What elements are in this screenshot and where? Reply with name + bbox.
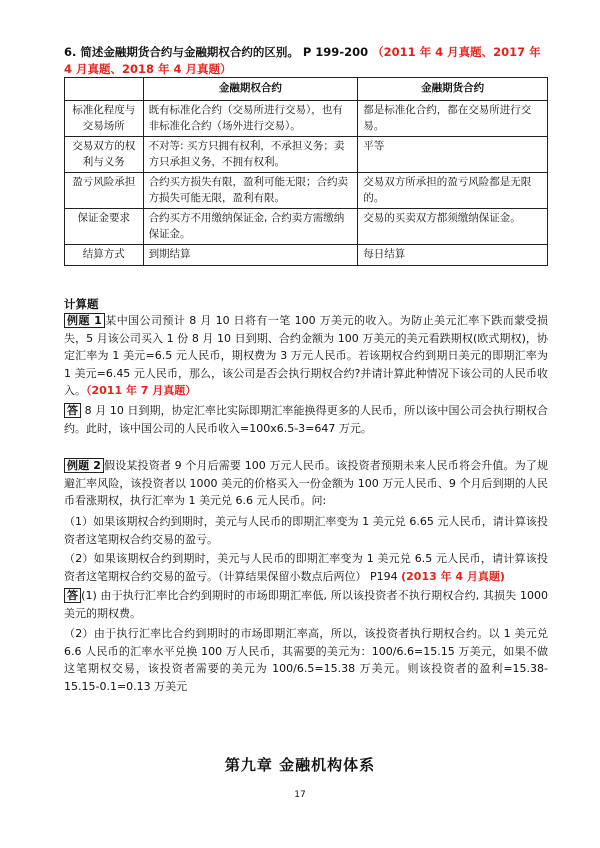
exam-year-tag: （2011 年 4 月真题、2017 年 4 月真题、2018 年 4 月真题） — [64, 45, 541, 76]
question-6-title — [64, 44, 548, 78]
table-cell-futures: 都是标准化合约，都在交易所进行交易。 — [358, 101, 548, 137]
table-row — [65, 209, 548, 245]
example-1-text: 某中国公司预计 8 月 10 日将有一笔 100 万美元的收入。为防止美元汇率下跌而蒙受损失，5 月该公司买入 1 份 8 月 10 日到期、合约金额为 100 万美元的美元看跌期权(欧式期权)，协定汇率为 1 美元=6.5 元人民币，期权费为 3 万元人民币。若该期权合约到期日美元的即期汇率为 1 美元=6.45 元人民币，那么，该公司是否会执行期权合约?并请计算此种情况下该公司的人民币收入。 — [64, 314, 549, 397]
table-cell-aspect: 标准化程度与交易场所 — [65, 101, 144, 137]
example-1-tag: （2011 年 7 月真题） — [86, 384, 197, 397]
table-cell-options: 不对等: 买方只拥有权利，不承担义务；卖方只承担义务，不拥有权利。 — [143, 137, 358, 173]
table-cell-aspect: 结算方式 — [65, 245, 144, 266]
table-cell-futures: 平等 — [358, 137, 548, 173]
table-cell-futures: 交易双方所承担的盈亏风险都是无限的。 — [358, 173, 548, 209]
answer-label: 答 — [64, 403, 81, 418]
example-1-label: 例题 1 — [64, 313, 105, 328]
example-2-label: 例题 2 — [64, 458, 104, 473]
comparison-table — [64, 77, 548, 266]
table-cell-options: 既有标准化合约（交易所进行交易），也有非标准化合约（场外进行交易）。 — [143, 101, 358, 137]
table-cell-options: 合约买方不用缴纳保证金, 合约卖方需缴纳保证金。 — [143, 209, 358, 245]
table-row — [65, 101, 548, 137]
example-1-answer-text: 8 月 10 日到期，协定汇率比实际即期汇率能换得更多的人民币，所以该中国公司会执行期权合约。此时，该中国公司的人民币收入=100x6.5-3=647 万元。 — [64, 404, 549, 435]
table-header-empty — [65, 78, 144, 101]
table-row — [65, 245, 548, 266]
chapter-title: 第九章 金融机构体系 — [224, 756, 376, 774]
table-cell-futures: 交易的买卖双方都须缴纳保证金。 — [358, 209, 548, 245]
example-2 — [64, 457, 548, 510]
answer-label: 答 — [64, 588, 81, 603]
table-cell-options: 合约买方损失有限，盈利可能无限；合约卖方损失可能无限，盈利有限。 — [143, 173, 358, 209]
example-2-answer-2: （2）由于执行汇率比合约到期时的市场即期汇率高，所以，该投资者执行期权合约。以 1 美元兑 6.6 人民币的汇率水平兑换 100 万人民币，其需要的美元为：100/6.6=15.15 万美元，如果不做这笔期权交易，该投资者需要的美元为 100/6.5=15.38 万美元。则该投资者的盈利=15.38-15.15-0.1=0.13 万美元 — [64, 627, 548, 693]
example-1 — [64, 312, 548, 400]
table-row — [65, 137, 548, 173]
table-cell-aspect: 盈亏风险承担 — [65, 173, 144, 209]
example-2-answer-1-text: (1) 由于执行汇率比合约到期时的市场即期汇率低, 所以该投资者不执行期权合约, 其损失 1000 美元的期权费。 — [64, 589, 549, 620]
table-cell-options: 到期结算 — [143, 245, 358, 266]
page-number: 17 — [294, 790, 306, 800]
table-cell-futures: 每日结算 — [358, 245, 548, 266]
example-2-answer-1 — [64, 587, 548, 622]
example-2-question-2-text: （2）如果该期权合约到期时，美元与人民币的即期汇率变为 1 美元兑 6.5 元人民币，请计算该投资者这笔期权合约交易的盈亏。（计算结果保留小数点后两位） P194 — [64, 552, 548, 583]
calc-section-title: 计算题 — [64, 297, 99, 311]
table-cell-aspect: 保证金要求 — [65, 209, 144, 245]
table-header-row — [65, 78, 548, 101]
example-2-question-2 — [64, 550, 548, 585]
table-row — [65, 173, 548, 209]
example-2-question-1: （1）如果该期权合约到期时，美元与人民币的即期汇率变为 1 美元兑 6.65 元人民币，请计算该投资者这笔期权合约交易的盈亏。 — [64, 515, 548, 546]
table-header-options: 金融期权合约 — [143, 78, 358, 101]
example-2-tag: (2013 年 4 月真题) — [401, 569, 505, 583]
example-2-text: 假设某投资者 9 个月后需要 100 万元人民币。该投资者预期未来人民币将会升值。为了规避汇率风险，该投资者以 1000 美元的价格买入一份金额为 100 万元人民币、9 个月后到期的人民币看涨期权，执行汇率为 1 美元兑 6.6 元人民币。问: — [64, 459, 549, 507]
example-1-answer — [64, 402, 548, 437]
table-header-futures: 金融期货合约 — [358, 78, 548, 101]
table-cell-aspect: 交易双方的权利与义务 — [65, 137, 144, 173]
question-6-text: 6. 简述金融期货合约与金融期权合约的区别。 P 199-200 — [64, 45, 369, 59]
